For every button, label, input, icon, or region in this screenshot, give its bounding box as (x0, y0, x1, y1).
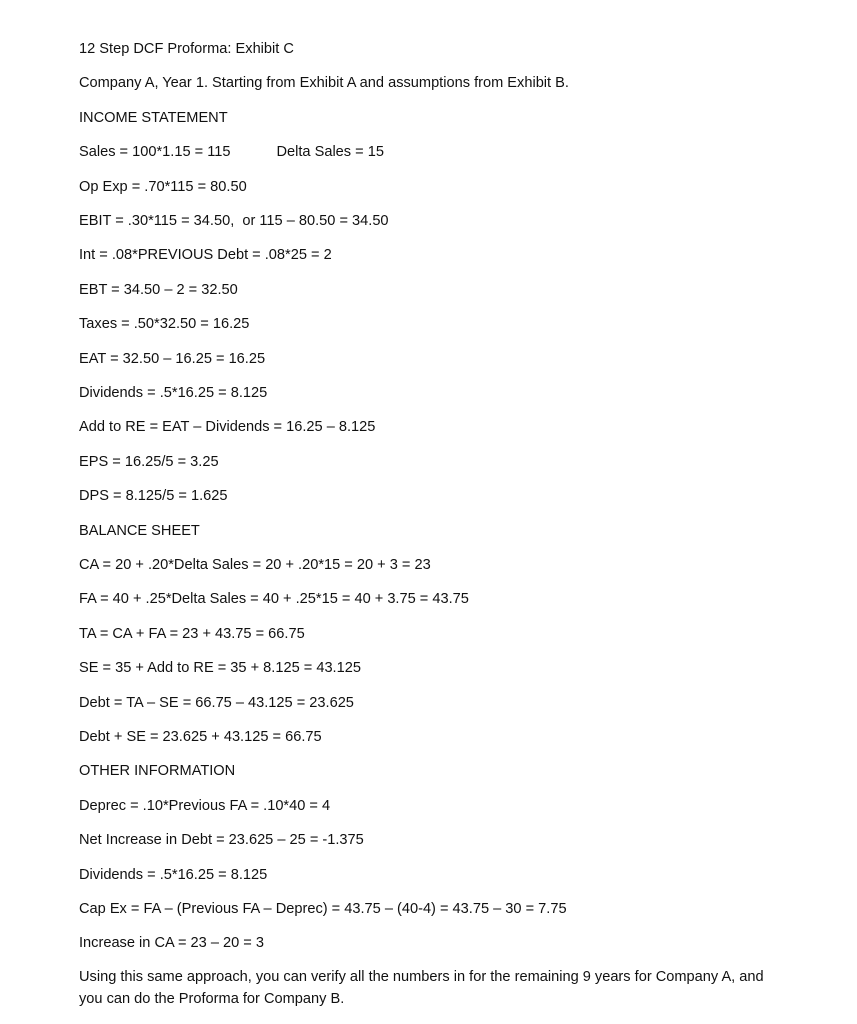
dividends-other-line: Dividends = .5*16.25 = 8.125 (79, 867, 268, 883)
balance-sheet-heading: BALANCE SHEET (79, 523, 200, 539)
taxes-line: Taxes = .50*32.50 = 16.25 (79, 316, 250, 332)
debt-line: Debt = TA – SE = 66.75 – 43.125 = 23.625 (79, 695, 354, 711)
ca-line: CA = 20 + .20*Delta Sales = 20 + .20*15 = 20 + 3 = 23 (79, 557, 431, 573)
interest-line: Int = .08*PREVIOUS Debt = .08*25 = 2 (79, 247, 332, 263)
other-information-heading: OTHER INFORMATION (79, 763, 236, 779)
ebt-line: EBT = 34.50 – 2 = 32.50 (79, 282, 238, 298)
document-title: 12 Step DCF Proforma: Exhibit C (79, 41, 294, 57)
ebit-line: EBIT = .30*115 = 34.50, or 115 – 80.50 = 34.50 (79, 213, 389, 229)
income-statement-heading: INCOME STATEMENT (79, 110, 228, 126)
sales-line (79, 143, 384, 161)
op-exp-line: Op Exp = .70*115 = 80.50 (79, 179, 247, 195)
eat-line: EAT = 32.50 – 16.25 = 16.25 (79, 351, 266, 367)
dps-line: DPS = 8.125/5 = 1.625 (79, 488, 228, 504)
eps-line: EPS = 16.25/5 = 3.25 (79, 454, 219, 470)
intro-text: Company A, Year 1. Starting from Exhibit A and assumptions from Exhibit B. (79, 75, 569, 91)
net-increase-debt-line: Net Increase in Debt = 23.625 – 25 = -1.375 (79, 832, 364, 848)
cap-ex-line: Cap Ex = FA – (Previous FA – Deprec) = 43.75 – (40-4) = 43.75 – 30 = 7.75 (79, 901, 567, 917)
add-to-re-line: Add to RE = EAT – Dividends = 16.25 – 8.125 (79, 419, 376, 435)
dividends-line: Dividends = .5*16.25 = 8.125 (79, 385, 268, 401)
fa-line: FA = 40 + .25*Delta Sales = 40 + .25*15 = 40 + 3.75 = 43.75 (79, 591, 469, 607)
deprec-line: Deprec = .10*Previous FA = .10*40 = 4 (79, 798, 331, 814)
se-line: SE = 35 + Add to RE = 35 + 8.125 = 43.125 (79, 660, 361, 676)
increase-in-ca-line: Increase in CA = 23 – 20 = 3 (79, 935, 264, 951)
closing-paragraph: Using this same approach, you can verify all the numbers in for the remaining 9 years for Company A, and you can do the Proforma for Company B. (79, 969, 764, 1007)
delta-sales-formula: Delta Sales = 15 (276, 144, 384, 160)
debt-plus-se-line: Debt + SE = 23.625 + 43.125 = 66.75 (79, 729, 322, 745)
sales-formula: Sales = 100*1.15 = 115 (79, 144, 231, 160)
ta-line: TA = CA + FA = 23 + 43.75 = 66.75 (79, 626, 305, 642)
